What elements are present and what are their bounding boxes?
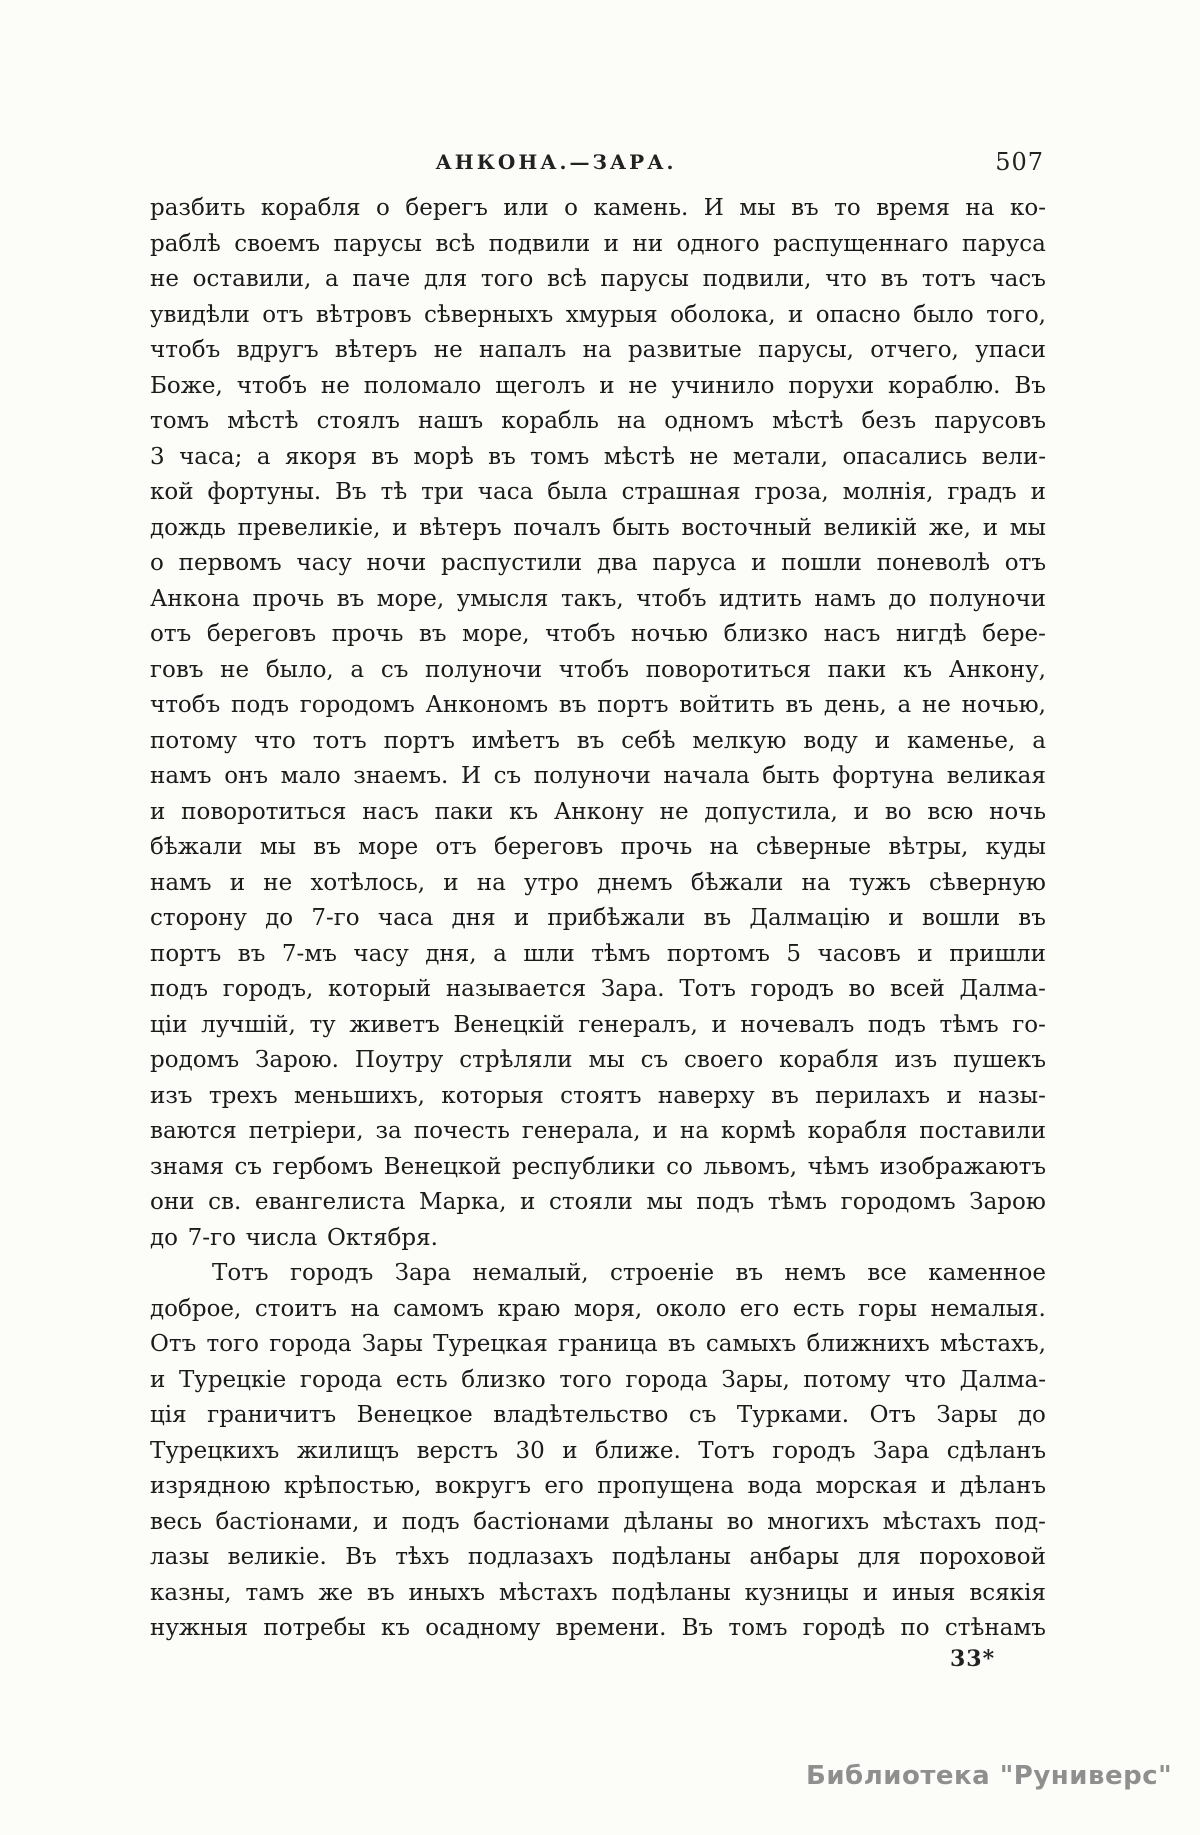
text-line: чтобъ вдругъ вѣтеръ не напалъ на развитые парусы, отчего, упаси [150, 337, 1046, 363]
text-line: бѣжали мы въ море отъ береговъ прочь на сѣверные вѣтры, куды [150, 834, 1046, 860]
text-line: разбить корабля о берегъ или о камень. И мы въ то время на ко- [150, 195, 1046, 221]
text-line: намъ онъ мало знаемъ. И съ полуночи начала быть фортуна великая [150, 763, 1046, 789]
text-line: увидѣли отъ вѣтровъ сѣверныхъ хмурыя оболока, и опасно было того, [150, 301, 1046, 328]
page-number: 507 [995, 148, 1044, 176]
running-title: АНКОНА.—ЗАРА. [435, 150, 677, 174]
text-line: раблѣ своемъ парусы всѣ подвили и ни одного распущеннаго паруса [150, 230, 1046, 257]
text-line: Отъ того города Зары Турецкая граница въ самыхъ ближнихъ мѣстахъ, [150, 1331, 1046, 1357]
text-line: Тотъ городъ Зара немалый, строеніе въ немъ все каменное [212, 1260, 1046, 1286]
text-line: не оставили, а паче для того всѣ парусы подвили, что въ тотъ часъ [150, 266, 1046, 292]
text-line: ція граничитъ Венецкое владѣтельство съ Турками. Отъ Зары до [150, 1402, 1046, 1428]
text-line: знамя съ гербомъ Венецкой республики со львомъ, чѣмъ изображаютъ [150, 1153, 1046, 1180]
text-line: портъ въ 7-мъ часу дня, а шли тѣмъ портомъ 5 часовъ и пришли [150, 940, 1046, 967]
text-line: Боже, чтобъ не поломало щеголъ и не учинило порухи кораблю. Въ [150, 372, 1046, 399]
text-line: нужныя потребы къ осадному времени. Въ томъ городѣ по стѣнамъ [150, 1615, 1046, 1641]
text-line: чтобъ подъ городомъ Анкономъ въ портъ войтить въ день, а не ночью, [150, 692, 1046, 718]
text-line: подъ городъ, который называется Зара. Тотъ городъ во всей Далма- [150, 976, 1046, 1002]
text-line: лазы великіе. Въ тѣхъ подлазахъ подѣланы анбары для пороховой [150, 1544, 1046, 1570]
body-text [150, 191, 1046, 1647]
text-line: 3 часа; а якоря въ морѣ въ томъ мѣстѣ не метали, опасались вели- [150, 443, 1046, 470]
text-line: дождь превеликіе, и вѣтеръ почалъ быть восточный великій же, и мы [150, 514, 1046, 541]
text-line: они св. евангелиста Марка, и стояли мы подъ тѣмъ городомъ Зарою [150, 1189, 1046, 1215]
text-line: казны, тамъ же въ иныхъ мѣстахъ подѣланы кузницы и иныя всякія [150, 1579, 1046, 1606]
text-line: ціи лучшій, ту живетъ Венецкій генералъ, и ночевалъ подъ тѣмъ го- [150, 1011, 1046, 1038]
text-line: и Турецкіе города есть близко того города Зары, потому что Далма- [150, 1366, 1046, 1393]
text-line: весь бастіонами, и подъ бастіонами дѣланы во многихъ мѣстахъ под- [150, 1508, 1046, 1535]
text-line: доброе, стоитъ на самомъ краю моря, около его есть горы немалыя. [150, 1295, 1046, 1322]
signature-mark: 33* [950, 1646, 996, 1672]
text-line: ваются петріери, за почесть генерала, и на кормѣ корабля поставили [150, 1118, 1046, 1144]
text-line: о первомъ часу ночи распустили два паруса и пошли поневолѣ отъ [150, 550, 1046, 576]
text-line: говъ не было, а съ полуночи чтобъ поворотиться паки къ Анкону, [150, 656, 1046, 683]
text-line: родомъ Зарою. Поутру стрѣляли мы съ своего корабля изъ пушекъ [150, 1047, 1046, 1073]
text-line: изъ трехъ меньшихъ, которыя стоятъ наверху въ перилахъ и назы- [150, 1082, 1046, 1109]
text-line: томъ мѣстѣ стоялъ нашъ корабль на одномъ мѣстѣ безъ парусовъ [150, 408, 1046, 434]
text-line: отъ береговъ прочь въ море, чтобъ ночью близко насъ нигдѣ бере- [150, 621, 1046, 647]
text-line: до 7-го числа Октября. [150, 1224, 438, 1251]
text-line: сторону до 7-го часа дня и прибѣжали въ Далмацію и вошли въ [150, 905, 1046, 931]
text-line: кой фортуны. Въ тѣ три часа была страшная гроза, молнія, градъ и [150, 479, 1046, 505]
page-header [150, 150, 1046, 184]
text-line: и поворотиться насъ паки къ Анкону не допустила, и во всю ночь [150, 798, 1046, 825]
text-line: потому что тотъ портъ имѣетъ въ себѣ мелкую воду и каменье, а [150, 727, 1046, 754]
library-watermark: Библиотека "Руниверс" [806, 1761, 1173, 1791]
text-line: изрядною крѣпостью, вокругъ его пропущена вода морская и дѣланъ [150, 1473, 1046, 1499]
text-line: намъ и не хотѣлось, и на утро днемъ бѣжали на тужъ сѣверную [150, 869, 1046, 896]
text-line: Анкона прочь въ море, умысля такъ, чтобъ идтить намъ до полуночи [150, 585, 1046, 612]
text-line: Турецкихъ жилищъ верстъ 30 и ближе. Тотъ городъ Зара сдѣланъ [150, 1437, 1046, 1464]
